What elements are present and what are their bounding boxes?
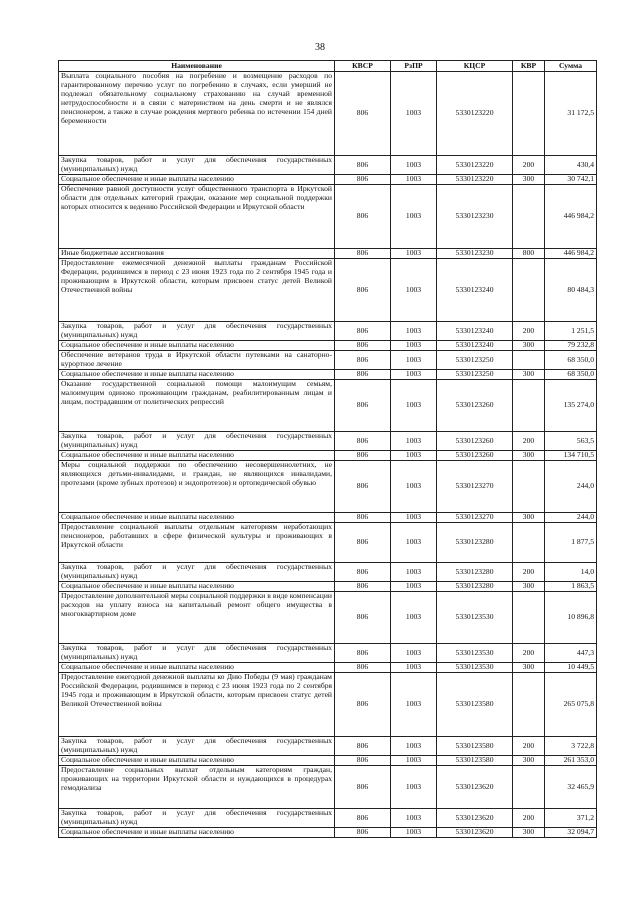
cell-kvsr: 806 — [335, 828, 391, 838]
cell-sum: 244,0 — [545, 513, 597, 523]
cell-sum: 10 449,5 — [545, 663, 597, 673]
cell-kcsr: 5330123240 — [437, 322, 513, 341]
cell-rzpr: 1003 — [391, 523, 437, 563]
cell-kcsr: 5330123270 — [437, 461, 513, 513]
table-row — [59, 259, 597, 322]
cell-rzpr: 1003 — [391, 461, 437, 513]
cell-kvsr: 806 — [335, 737, 391, 756]
cell-sum: 79 232,8 — [545, 341, 597, 351]
cell-name: Социальное обеспечение и иные выплаты населению — [59, 513, 335, 523]
cell-kvr: 800 — [513, 249, 545, 259]
cell-kvr — [513, 380, 545, 432]
cell-sum: 30 742,1 — [545, 175, 597, 185]
header-sum: Сумма — [545, 61, 597, 72]
table-row — [59, 673, 597, 737]
cell-sum: 446 984,2 — [545, 185, 597, 249]
cell-sum: 10 896,8 — [545, 592, 597, 644]
cell-kvr — [513, 592, 545, 644]
cell-rzpr: 1003 — [391, 380, 437, 432]
cell-kcsr: 5330123530 — [437, 663, 513, 673]
cell-kcsr: 5330123250 — [437, 370, 513, 380]
table-row — [59, 582, 597, 592]
cell-kvsr: 806 — [335, 766, 391, 809]
cell-kvr: 300 — [513, 175, 545, 185]
cell-kvsr: 806 — [335, 563, 391, 582]
table-row — [59, 663, 597, 673]
cell-kcsr: 5330123620 — [437, 809, 513, 828]
cell-kvr — [513, 673, 545, 737]
cell-name: Закупка товаров, работ и услуг для обеспечения государственных (муниципальных) нужд — [59, 809, 335, 828]
page-number: 38 — [315, 42, 325, 53]
cell-name: Обеспечение равной доступности услуг общественного транспорта в Иркутской области для отдельных категорий граждан, оказание мер социальной поддержки которых относится к ведению Российской Федерации и Иркутской области — [59, 185, 335, 249]
cell-kcsr: 5330123530 — [437, 592, 513, 644]
cell-kvsr: 806 — [335, 341, 391, 351]
cell-name: Закупка товаров, работ и услуг для обеспечения государственных (муниципальных) нужд — [59, 156, 335, 175]
cell-sum: 32 465,9 — [545, 766, 597, 809]
cell-name: Закупка товаров, работ и услуг для обеспечения государственных (муниципальных) нужд — [59, 322, 335, 341]
table-row — [59, 432, 597, 451]
cell-kvr — [513, 259, 545, 322]
cell-rzpr: 1003 — [391, 563, 437, 582]
cell-rzpr: 1003 — [391, 72, 437, 156]
cell-kvr: 300 — [513, 341, 545, 351]
cell-kvr — [513, 461, 545, 513]
cell-kcsr: 5330123620 — [437, 766, 513, 809]
table-row — [59, 563, 597, 582]
cell-name: Предоставление ежегодной денежной выплаты ко Дню Победы (9 мая) гражданам Российской Федерации, родившимся в период с 23 июня 1923 года по 2 сентября 1945 года и проживающим в Иркутской области, которым присвоен статус детей Великой Отечественной войны — [59, 673, 335, 737]
cell-name: Предоставление социальной выплаты отдельным категориям неработающих пенсионеров, работавших в сфере физической культуры и проживающих в Иркутской области — [59, 523, 335, 563]
cell-kcsr: 5330123580 — [437, 737, 513, 756]
table-row — [59, 644, 597, 663]
cell-kvr: 200 — [513, 432, 545, 451]
table-row — [59, 451, 597, 461]
cell-sum: 244,0 — [545, 461, 597, 513]
cell-kvr: 200 — [513, 156, 545, 175]
cell-name: Социальное обеспечение и иные выплаты населению — [59, 663, 335, 673]
cell-kvsr: 806 — [335, 673, 391, 737]
cell-kvsr: 806 — [335, 380, 391, 432]
cell-kvr: 300 — [513, 582, 545, 592]
table-row — [59, 185, 597, 249]
cell-kvsr: 806 — [335, 175, 391, 185]
budget-table — [58, 60, 597, 838]
cell-sum: 135 274,0 — [545, 380, 597, 432]
cell-rzpr: 1003 — [391, 644, 437, 663]
cell-name: Закупка товаров, работ и услуг для обеспечения государственных (муниципальных) нужд — [59, 737, 335, 756]
cell-rzpr: 1003 — [391, 259, 437, 322]
cell-kcsr: 5330123580 — [437, 673, 513, 737]
cell-kvsr: 806 — [335, 432, 391, 451]
cell-kvr — [513, 185, 545, 249]
cell-rzpr: 1003 — [391, 809, 437, 828]
cell-name: Выплата социального пособия на погребение и возмещение расходов по гарантированному перечню услуг по погребению в случаях, если умерший не подлежал обязательному социальному страхованию на случай временной нетрудоспособности и в связи с материнством на день смерти и не являлся пенсионером, а также в случае рождения мертвого ребенка по истечении 154 дней беременности — [59, 72, 335, 156]
cell-kcsr: 5330123220 — [437, 156, 513, 175]
table-row — [59, 592, 597, 644]
table-row — [59, 341, 597, 351]
table-row — [59, 513, 597, 523]
cell-kvr: 300 — [513, 663, 545, 673]
cell-name: Иные бюджетные ассигнования — [59, 249, 335, 259]
cell-kvr: 200 — [513, 322, 545, 341]
cell-name: Меры социальной поддержки по обеспечению несовершеннолетних, не являющихся детьми-инвалидами, и граждан, не являющихся инвалидами, протезами (кроме зубных протезов) и эндопротезов) и ортопедической обувью — [59, 461, 335, 513]
cell-kcsr: 5330123280 — [437, 563, 513, 582]
cell-sum: 447,3 — [545, 644, 597, 663]
cell-kcsr: 5330123220 — [437, 72, 513, 156]
table-row — [59, 523, 597, 563]
cell-name: Социальное обеспечение и иные выплаты населению — [59, 451, 335, 461]
cell-kvsr: 806 — [335, 582, 391, 592]
table-row — [59, 737, 597, 756]
table-row — [59, 322, 597, 341]
cell-rzpr: 1003 — [391, 322, 437, 341]
cell-kvr — [513, 523, 545, 563]
cell-kvsr: 806 — [335, 451, 391, 461]
cell-sum: 14,0 — [545, 563, 597, 582]
cell-name: Предоставление ежемесячной денежной выплаты гражданам Российской Федерации, родившимся в период с 23 июня 1923 года по 2 сентября 1945 года и проживающим в Иркутской области, которым присвоен статус детей Великой Отечественной войны — [59, 259, 335, 322]
cell-rzpr: 1003 — [391, 432, 437, 451]
cell-sum: 31 172,5 — [545, 72, 597, 156]
cell-rzpr: 1003 — [391, 663, 437, 673]
cell-kcsr: 5330123220 — [437, 175, 513, 185]
cell-rzpr: 1003 — [391, 828, 437, 838]
cell-name: Обеспечение ветеранов труда в Иркутской области путевками на санаторно-курортное лечение — [59, 351, 335, 370]
cell-kvsr: 806 — [335, 756, 391, 766]
cell-kvsr: 806 — [335, 644, 391, 663]
cell-kcsr: 5330123580 — [437, 756, 513, 766]
header-kvsr: КВСР — [335, 61, 391, 72]
cell-kcsr: 5330123270 — [437, 513, 513, 523]
cell-rzpr: 1003 — [391, 451, 437, 461]
cell-kvsr: 806 — [335, 156, 391, 175]
cell-name: Закупка товаров, работ и услуг для обеспечения государственных (муниципальных) нужд — [59, 432, 335, 451]
cell-kvr: 300 — [513, 370, 545, 380]
cell-name: Социальное обеспечение и иные выплаты населению — [59, 370, 335, 380]
cell-sum: 1 251,5 — [545, 322, 597, 341]
cell-rzpr: 1003 — [391, 156, 437, 175]
cell-sum: 371,2 — [545, 809, 597, 828]
cell-name: Предоставление дополнительной меры социальной поддержки в виде компенсации расходов на уплату взноса на капитальный ремонт общего имущества в многоквартирном доме — [59, 592, 335, 644]
cell-kvsr: 806 — [335, 663, 391, 673]
table-row — [59, 156, 597, 175]
cell-kvsr: 806 — [335, 461, 391, 513]
cell-kcsr: 5330123280 — [437, 582, 513, 592]
cell-sum: 1 877,5 — [545, 523, 597, 563]
cell-sum: 3 722,8 — [545, 737, 597, 756]
cell-kvsr: 806 — [335, 249, 391, 259]
header-rzpr: РзПР — [391, 61, 437, 72]
cell-kcsr: 5330123230 — [437, 249, 513, 259]
cell-name: Социальное обеспечение и иные выплаты населению — [59, 341, 335, 351]
cell-rzpr: 1003 — [391, 249, 437, 259]
cell-kcsr: 5330123260 — [437, 380, 513, 432]
cell-kcsr: 5330123260 — [437, 451, 513, 461]
table-header-row — [59, 61, 597, 72]
cell-kvr: 200 — [513, 644, 545, 663]
table-row — [59, 766, 597, 809]
cell-kvr: 300 — [513, 756, 545, 766]
cell-kcsr: 5330123240 — [437, 259, 513, 322]
cell-kvsr: 806 — [335, 370, 391, 380]
cell-rzpr: 1003 — [391, 185, 437, 249]
cell-sum: 1 863,5 — [545, 582, 597, 592]
cell-rzpr: 1003 — [391, 341, 437, 351]
cell-kvsr: 806 — [335, 592, 391, 644]
table-row — [59, 828, 597, 838]
cell-kvsr: 806 — [335, 523, 391, 563]
cell-rzpr: 1003 — [391, 175, 437, 185]
cell-name: Социальное обеспечение и иные выплаты населению — [59, 828, 335, 838]
cell-kcsr: 5330123530 — [437, 644, 513, 663]
cell-rzpr: 1003 — [391, 351, 437, 370]
cell-name: Социальное обеспечение и иные выплаты населению — [59, 582, 335, 592]
cell-kvr — [513, 766, 545, 809]
cell-kvr: 300 — [513, 513, 545, 523]
table-row — [59, 249, 597, 259]
table-row — [59, 756, 597, 766]
table-row — [59, 461, 597, 513]
cell-sum: 430,4 — [545, 156, 597, 175]
cell-kvr: 200 — [513, 809, 545, 828]
cell-rzpr: 1003 — [391, 370, 437, 380]
cell-name: Оказание государственной социальной помощи малоимущим семьям, малоимущим одиноко проживающим гражданам, реабилитированным лицам и лицам, пострадавшим от политических репрессий — [59, 380, 335, 432]
cell-kvr: 300 — [513, 451, 545, 461]
cell-rzpr: 1003 — [391, 756, 437, 766]
cell-rzpr: 1003 — [391, 766, 437, 809]
header-kcsr: КЦСР — [437, 61, 513, 72]
cell-kvr: 200 — [513, 563, 545, 582]
table-row — [59, 370, 597, 380]
cell-rzpr: 1003 — [391, 513, 437, 523]
cell-kcsr: 5330123260 — [437, 432, 513, 451]
cell-kcsr: 5330123250 — [437, 351, 513, 370]
cell-kcsr: 5330123240 — [437, 341, 513, 351]
cell-sum: 134 710,5 — [545, 451, 597, 461]
cell-sum: 261 353,0 — [545, 756, 597, 766]
table-body — [59, 72, 597, 838]
cell-sum: 32 094,7 — [545, 828, 597, 838]
cell-kvr: 300 — [513, 828, 545, 838]
cell-kcsr: 5330123280 — [437, 523, 513, 563]
table-row — [59, 351, 597, 370]
cell-kcsr: 5330123620 — [437, 828, 513, 838]
cell-sum: 446 984,2 — [545, 249, 597, 259]
table-row — [59, 72, 597, 156]
cell-rzpr: 1003 — [391, 673, 437, 737]
cell-rzpr: 1003 — [391, 592, 437, 644]
cell-kvsr: 806 — [335, 185, 391, 249]
cell-name: Закупка товаров, работ и услуг для обеспечения государственных (муниципальных) нужд — [59, 644, 335, 663]
cell-sum: 80 484,3 — [545, 259, 597, 322]
cell-kvr: 200 — [513, 737, 545, 756]
cell-name: Социальное обеспечение и иные выплаты населению — [59, 175, 335, 185]
cell-kvsr: 806 — [335, 259, 391, 322]
cell-kvsr: 806 — [335, 72, 391, 156]
cell-sum: 68 350,0 — [545, 370, 597, 380]
cell-rzpr: 1003 — [391, 582, 437, 592]
cell-sum: 68 350,0 — [545, 351, 597, 370]
cell-rzpr: 1003 — [391, 737, 437, 756]
cell-name: Социальное обеспечение и иные выплаты населению — [59, 756, 335, 766]
cell-kvsr: 806 — [335, 322, 391, 341]
table-row — [59, 809, 597, 828]
cell-kvsr: 806 — [335, 351, 391, 370]
cell-kvsr: 806 — [335, 809, 391, 828]
cell-sum: 563,5 — [545, 432, 597, 451]
cell-name: Предоставление социальных выплат отдельным категориям граждан, проживающих на территории Иркутской области и нуждающихся в процедурах гемодиализа — [59, 766, 335, 809]
header-kvr: КВР — [513, 61, 545, 72]
cell-kvr — [513, 72, 545, 156]
table-row — [59, 380, 597, 432]
cell-name: Закупка товаров, работ и услуг для обеспечения государственных (муниципальных) нужд — [59, 563, 335, 582]
cell-kvsr: 806 — [335, 513, 391, 523]
cell-kcsr: 5330123230 — [437, 185, 513, 249]
cell-kvr — [513, 351, 545, 370]
cell-sum: 265 075,8 — [545, 673, 597, 737]
header-name: Наименование — [59, 61, 335, 72]
table-row — [59, 175, 597, 185]
